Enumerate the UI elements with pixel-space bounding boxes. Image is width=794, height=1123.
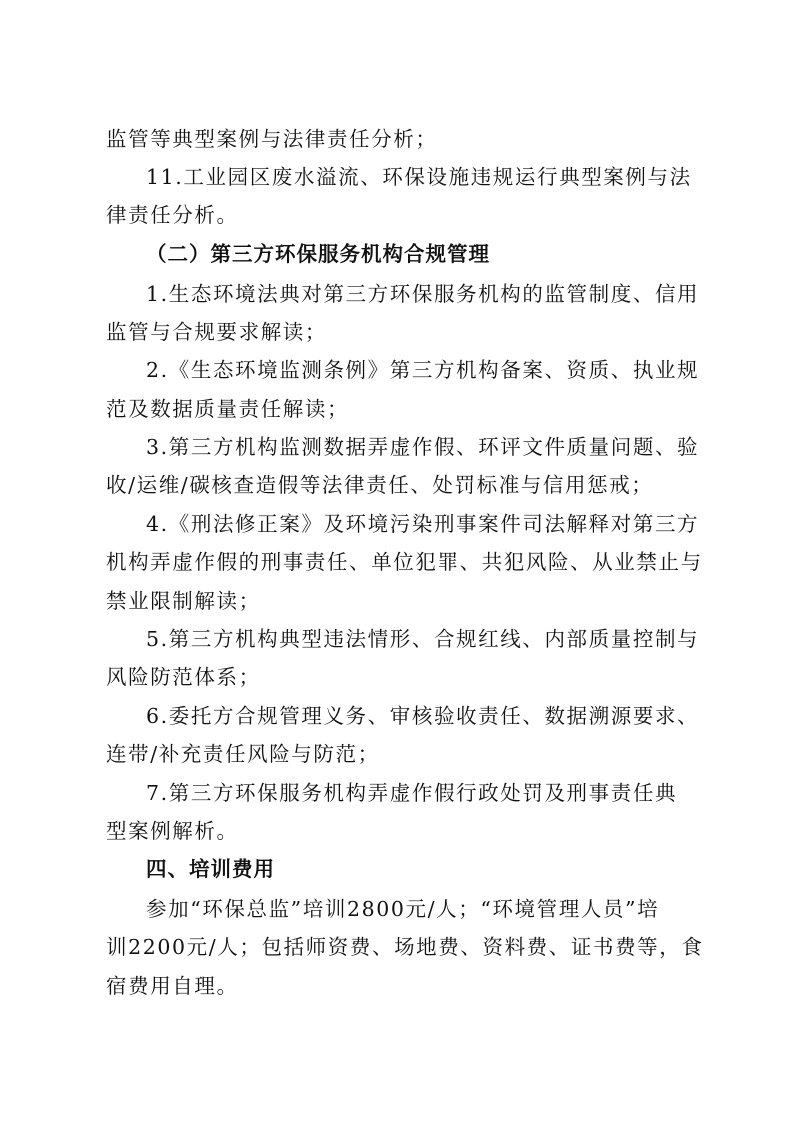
text-line: 型案例解析。: [106, 819, 239, 843]
text-line: 宿费用自理。: [106, 974, 239, 998]
text-line: 范及数据质量责任解读；: [106, 397, 350, 421]
text-line: 5.第三方机构典型违法情形、合规红线、内部质量控制与: [146, 627, 700, 651]
text-line: 11.工业园区废水溢流、环保设施违规运行典型案例与法: [146, 165, 692, 189]
section-heading: 四、培训费用: [146, 857, 275, 881]
section-heading: （二）第三方环保服务机构合规管理: [146, 242, 490, 266]
text-line: 2.《生态环境监测条例》第三方机构备案、资质、执业规: [146, 358, 700, 382]
text-line: 连带/补充责任风险与防范；: [106, 742, 380, 766]
text-line: 机构弄虚作假的刑事责任、单位犯罪、共犯风险、从业禁止与: [106, 550, 703, 574]
text-line: 4.《刑法修正案》及环境污染刑事案件司法解释对第三方: [146, 512, 700, 536]
text-line: 禁业限制解读；: [106, 589, 261, 613]
text-line: 参加“环保总监”培训2800元/人；“环境管理人员”培: [146, 897, 660, 921]
text-line: 训2200元/人；包括师资费、场地费、资料费、证书费等，食: [106, 935, 704, 959]
text-line: 1.生态环境法典对第三方环保服务机构的监管制度、信用: [146, 282, 700, 306]
text-line: 收/运维/碳核查造假等法律责任、处罚标准与信用惩戒；: [106, 473, 654, 497]
text-line: 律责任分析。: [106, 203, 239, 227]
text-line: 监管等典型案例与法律责任分析；: [106, 127, 438, 151]
text-line: 7.第三方环保服务机构弄虚作假行政处罚及刑事责任典: [146, 781, 678, 805]
text-line: 3.第三方机构监测数据弄虚作假、环评文件质量问题、验: [146, 435, 700, 459]
text-line: 6.委托方合规管理义务、审核验收责任、数据溯源要求、: [146, 704, 700, 728]
text-line: 监管与合规要求解读；: [106, 320, 327, 344]
text-line: 风险防范体系；: [106, 665, 261, 689]
